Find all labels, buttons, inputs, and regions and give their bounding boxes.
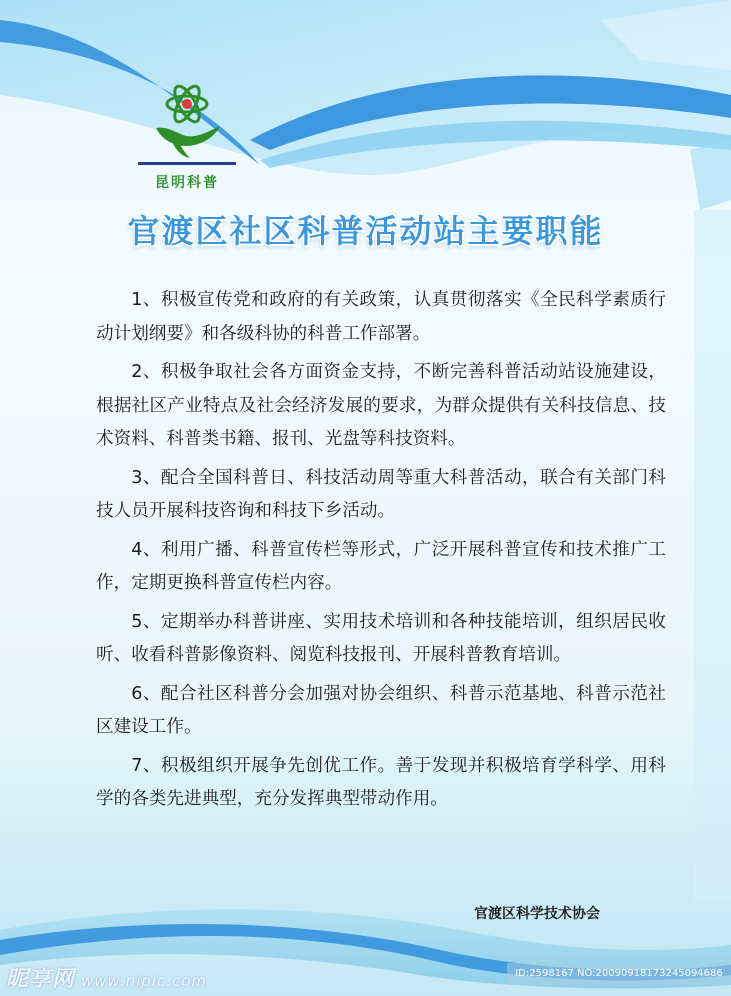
watermark-url: www.nipic.com (81, 972, 208, 990)
page-title: 官渡区社区科普活动站主要职能 (127, 212, 604, 250)
duties-list (96, 284, 666, 822)
image-id-bar: ID:2598167 NO:20090918173245094686 (507, 963, 731, 985)
duty-item-6: 6、配合社区科普分会加强对协会组织、科普示范基地、科普示范社区建设工作。 (96, 683, 666, 737)
signature: 官渡区科学技术协会 (474, 906, 600, 922)
duty-item-5: 5、定期举办科普讲座、实用技术培训和各种技能培训，组织居民收听、收看科普影像资料、阅览科技报刊、开展科普教育培训。 (96, 611, 666, 665)
duty-item-2: 2、积极争取社会各方面资金支持，不断完善科普活动站设施建设，根据社区产业特点及社会经济发展的要求，为群众提供有关科技信息、技术资料、科普类书籍、报刊、光盘等科技资料。 (96, 362, 666, 449)
duty-item-1: 1、积极宣传党和政府的有关政策，认真贯彻落实《全民科学素质行动计划纲要》和各级科协的科普工作部署。 (96, 290, 666, 344)
duty-item-3: 3、配合全国科普日、科技活动周等重大科普活动，联合有关部门科技人员开展科技咨询和科技下乡活动。 (96, 467, 666, 521)
logo-underline (138, 162, 236, 165)
atom-hand-icon (150, 76, 224, 158)
watermark (6, 962, 207, 993)
logo-text: 昆明科普 (155, 175, 219, 191)
watermark-brand: 昵享网 (6, 967, 76, 992)
duty-item-4: 4、利用广播、科普宣传栏等形式，广泛开展科普宣传和技术推广工作，定期更换科普宣传栏内容。 (96, 539, 666, 593)
logo (138, 76, 236, 194)
duty-item-7: 7、积极组织开展争先创优工作。善于发现并积极培育学科学、用科学的各类先进典型，充分发挥典型带动作用。 (96, 755, 666, 809)
